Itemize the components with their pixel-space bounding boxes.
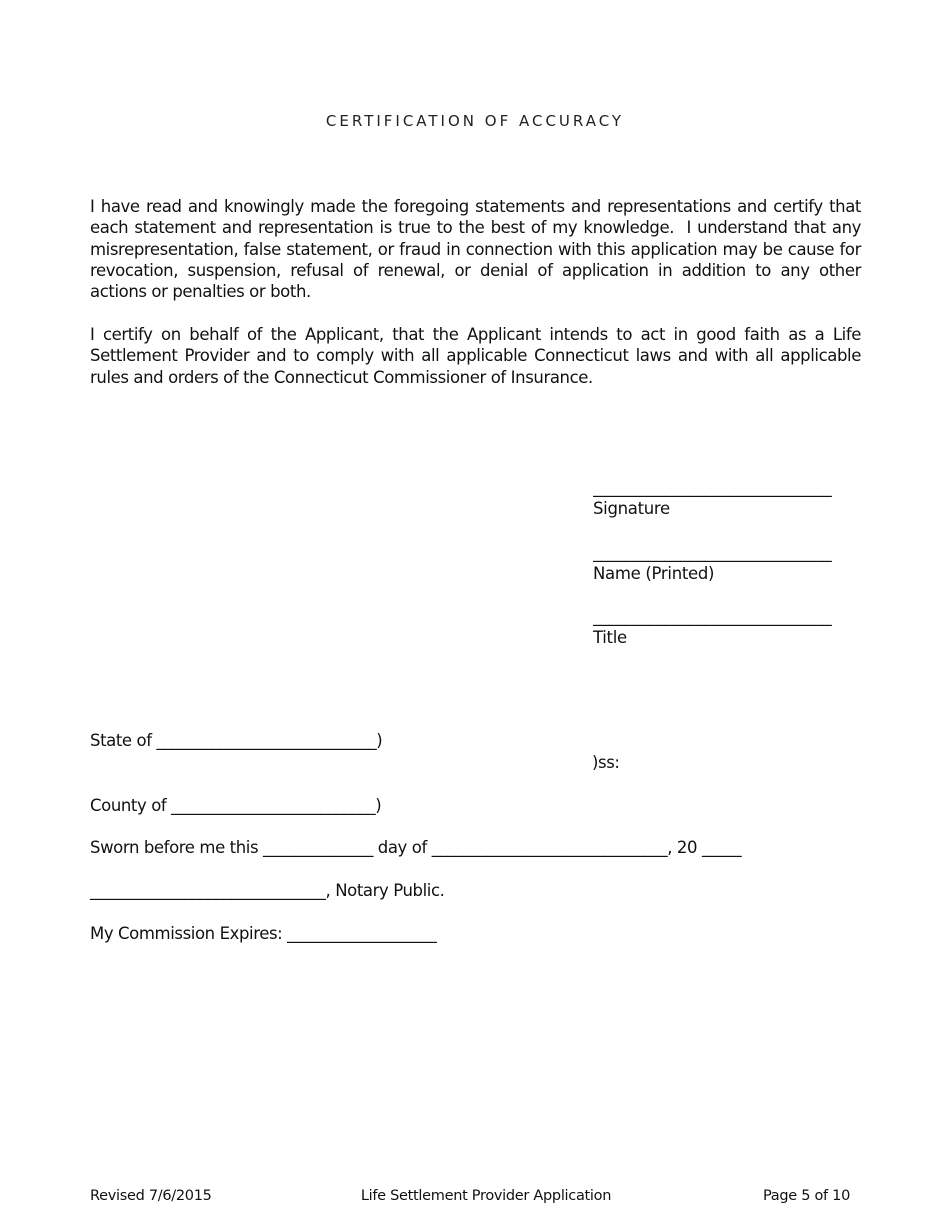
- name-printed-label: Name (Printed): [593, 564, 715, 583]
- name-printed-field: [593, 545, 863, 584]
- signature-blank-line[interactable]: ______________________________: [593, 480, 832, 497]
- commission-expires-line[interactable]: My Commission Expires: ___________________: [90, 924, 437, 943]
- title-field: [593, 609, 863, 648]
- title-blank-line[interactable]: ______________________________: [593, 609, 832, 626]
- ss-mark: )ss:: [592, 753, 620, 772]
- certification-paragraph: I have read and knowingly made the foregoing statements and representations and certify that each statement and representation is true to the best of my knowledge. I understand that any misrepresentation, false statement, or fraud in connection with this application may be cause for revocation, suspension, refusal of renewal, or denial of application in addition to any other actions or penalties or both.: [90, 197, 861, 302]
- county-line[interactable]: County of __________________________): [90, 796, 382, 815]
- document-title: CERTIFICATION OF ACCURACY: [325, 112, 625, 130]
- sworn-line[interactable]: Sworn before me this ______________ day of ______________________________, 20 _____: [90, 838, 742, 857]
- state-line[interactable]: State of ____________________________): [90, 731, 383, 750]
- footer-doc-name: Life Settlement Provider Application: [360, 1188, 612, 1204]
- footer-page-number: Page 5 of 10: [763, 1188, 850, 1204]
- signature-label: Signature: [593, 499, 670, 518]
- intent-paragraph: I certify on behalf of the Applicant, that the Applicant intends to act in good faith as a Life Settlement Provider and to comply with all applicable Connecticut laws and with all applicable rules and orders of the Connecticut Commissioner of Insurance.: [90, 325, 861, 387]
- title-label: Title: [593, 628, 627, 647]
- signature-field: [593, 480, 863, 519]
- footer-revised: Revised 7/6/2015: [90, 1188, 212, 1204]
- name-printed-blank-line[interactable]: ______________________________: [593, 545, 832, 562]
- notary-public-line[interactable]: ______________________________, Notary Public.: [90, 881, 445, 900]
